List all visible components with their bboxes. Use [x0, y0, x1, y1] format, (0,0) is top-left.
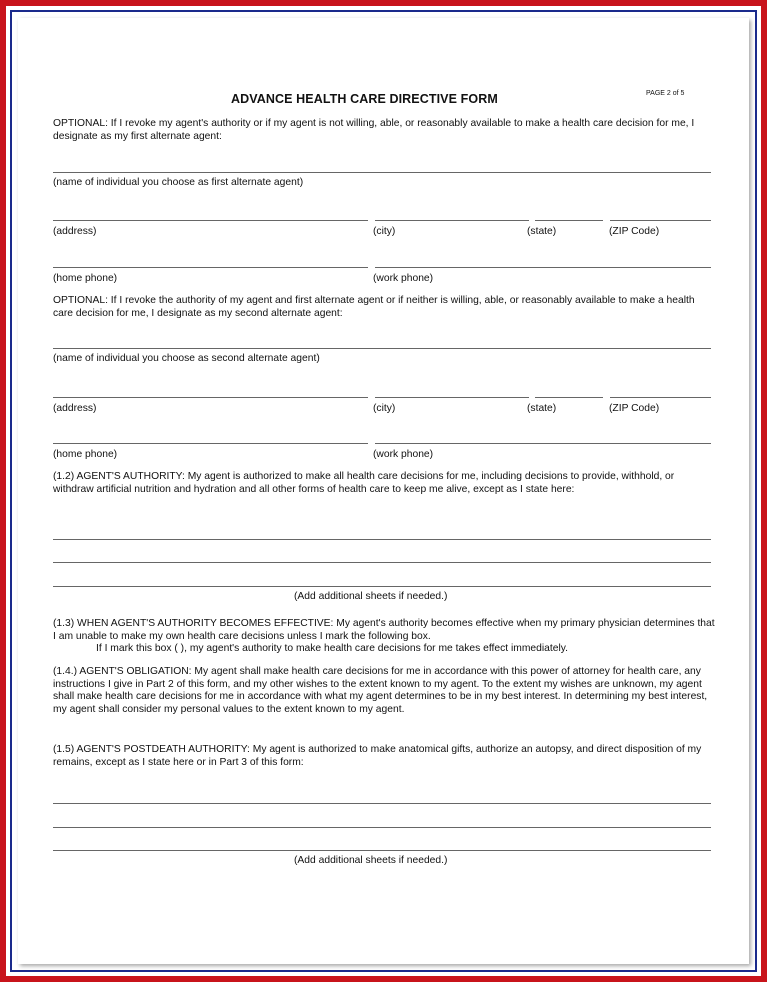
second-alt-zip-label: (ZIP Code): [609, 403, 660, 414]
second-alt-state-label: (state): [527, 403, 557, 414]
page-indicator: PAGE 2 of 5: [646, 90, 685, 97]
second-alt-home-phone-label: (home phone): [53, 449, 118, 460]
section-1-2-line-3[interactable]: [53, 586, 711, 587]
section-1-5-additional-note: (Add additional sheets if needed.): [294, 855, 448, 866]
section-1-3-checkbox-text[interactable]: If I mark this box ( ), my agent's authority to make health care decisions for me takes effect immediately.: [96, 643, 569, 654]
second-alternate-intro: OPTIONAL: If I revoke the authority of my agent and first alternate agent or if neither is willing, able, or reasonably available to make a health care decision for me, I designate as my second alternate agent:: [53, 295, 695, 319]
second-alt-work-phone-label: (work phone): [373, 449, 434, 460]
section-1-5-text: (1.5) AGENT'S POSTDEATH AUTHORITY: My agent is authorized to make anatomical gifts, authorize an autopsy, and direct disposition of my remains, except as I state here or in Part 3 of this form:: [53, 744, 702, 768]
second-alt-name-line[interactable]: [53, 348, 711, 349]
first-alt-address-line[interactable]: [53, 220, 368, 221]
first-alt-zip-line[interactable]: [610, 220, 711, 221]
section-1-2-text: (1.2) AGENT'S AUTHORITY: My agent is authorized to make all health care decisions for me, including decisions to provide, withhold, or withdraw artificial nutrition and hydration and all other forms of health care to keep me alive, except as I state here:: [53, 471, 675, 495]
first-alt-address-label: (address): [53, 226, 97, 237]
section-1-2-additional-note: (Add additional sheets if needed.): [294, 591, 448, 602]
first-alt-state-line[interactable]: [535, 220, 603, 221]
first-alt-city-line[interactable]: [375, 220, 529, 221]
first-alt-home-phone-label: (home phone): [53, 273, 118, 284]
first-alt-zip-label: (ZIP Code): [609, 226, 660, 237]
second-alt-home-phone-line[interactable]: [53, 443, 368, 444]
second-alt-state-line[interactable]: [535, 397, 603, 398]
first-alt-name-label: (name of individual you choose as first alternate agent): [53, 177, 304, 188]
section-1-5-line-3[interactable]: [53, 850, 711, 851]
first-alt-work-phone-label: (work phone): [373, 273, 434, 284]
first-alt-city-label: (city): [373, 226, 396, 237]
first-alternate-intro: OPTIONAL: If I revoke my agent's authority or if my agent is not willing, able, or reasonably available to make a health care decision for me, I designate as my first alternate agent:: [53, 118, 695, 142]
first-alt-state-label: (state): [527, 226, 557, 237]
second-alt-name-label: (name of individual you choose as second alternate agent): [53, 353, 320, 364]
form-title: ADVANCE HEALTH CARE DIRECTIVE FORM: [231, 92, 498, 106]
second-alt-city-line[interactable]: [375, 397, 529, 398]
first-alt-name-line[interactable]: [53, 172, 711, 173]
section-1-4-text: (1.4.) AGENT'S OBLIGATION: My agent shall make health care decisions for me in accordance with this power of attorney for health care, any instructions I give in Part 2 of this form, and my other wishes to the extent known to my agent. To the extent my wishes are unknown, my agent shall make health care decisions for me in accordance with what my agent determines to be in my best interest. In determining my best interest, my agent shall consider my personal values to the extent known to my agent.: [53, 666, 708, 715]
second-alt-zip-line[interactable]: [610, 397, 711, 398]
section-1-2-line-1[interactable]: [53, 539, 711, 540]
section-1-3-text: (1.3) WHEN AGENT'S AUTHORITY BECOMES EFFECTIVE: My agent's authority becomes effective when my primary physician determines that I am unable to make my own health care decisions unless I mark the following box.: [53, 618, 715, 642]
section-1-2-line-2[interactable]: [53, 562, 711, 563]
first-alt-work-phone-line[interactable]: [375, 267, 711, 268]
second-alt-address-label: (address): [53, 403, 97, 414]
second-alt-work-phone-line[interactable]: [375, 443, 711, 444]
second-alt-address-line[interactable]: [53, 397, 368, 398]
section-1-5-line-2[interactable]: [53, 827, 711, 828]
section-1-5-line-1[interactable]: [53, 803, 711, 804]
first-alt-home-phone-line[interactable]: [53, 267, 368, 268]
second-alt-city-label: (city): [373, 403, 396, 414]
